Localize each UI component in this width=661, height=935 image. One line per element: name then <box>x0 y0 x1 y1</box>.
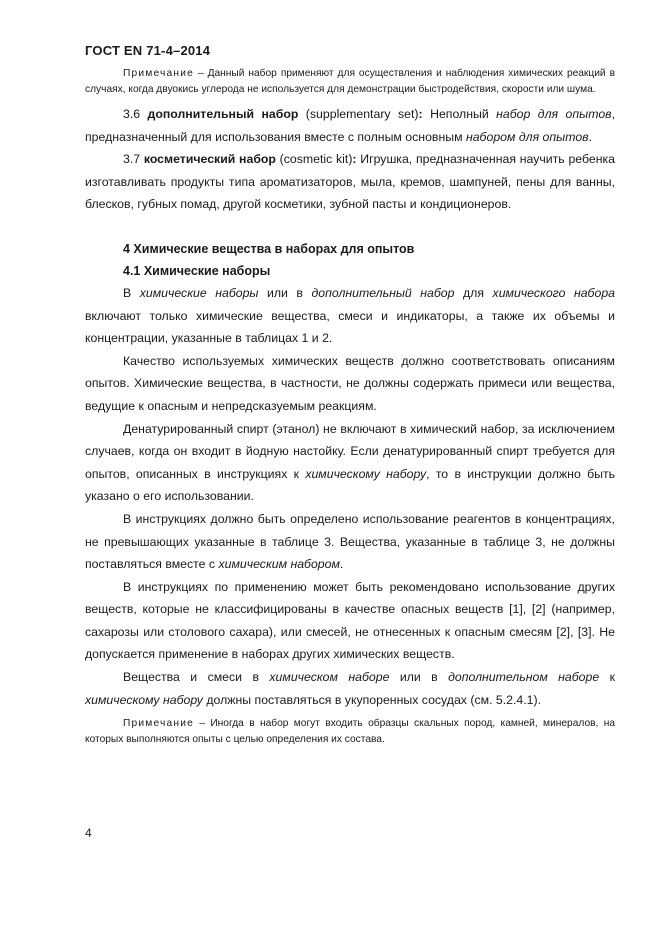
text-run: или в <box>389 670 449 685</box>
text-run: . <box>588 129 592 144</box>
italic-term: набором для опытов <box>465 129 589 144</box>
text-run: Денатурированный спирт (этанол) не включают в химический набор, за исключением случаев, когда он входит в йодную настойку. Если денатурированный спирт требуется для опытов, описанных в инструкциях к <box>85 421 615 481</box>
section-4-heading: 4 Химические вещества в наборах для опытов <box>123 241 415 256</box>
note-text: – Данный набор применяют для осуществления и наблюдения химических реакций в случаях, когда двуокись углерода не используется для демонстрации быстродействия, скорости или шума. <box>85 68 615 95</box>
note-label: Примечание <box>123 718 194 730</box>
note-label: Примечание <box>123 68 194 79</box>
text-run: к <box>599 670 616 685</box>
text-run: , предназначенный для использования вместе с полным основным <box>85 107 615 144</box>
text-run: . <box>339 557 344 572</box>
paragraph-1 <box>85 282 615 350</box>
note-1 <box>85 66 615 98</box>
italic-term: дополнительном наборе <box>448 670 600 685</box>
term-colon: : <box>352 152 357 167</box>
text-run: Вещества и смеси в <box>123 670 270 685</box>
term-english: (supplementary set) <box>298 107 419 121</box>
paragraph-5: В инструкциях по применению может быть рекомендовано использование других веществ, которые не классифицированы в качестве опасных веществ [1], [2] (например, сахарозы или столового сахара), или смесей, не отнесенных к опасным смесям [2], [3]. Не допускается применение в наборах других химических веществ. <box>85 579 615 662</box>
text-run: В <box>123 285 140 300</box>
paragraph-6 <box>85 666 615 711</box>
text-run: , то в инструкции должно быть указано о его использовании. <box>85 466 615 504</box>
italic-term: химические наборы <box>139 285 259 300</box>
text-run: должны поставляться в укупоренных сосудах (см. 5.2.4.1). <box>202 692 542 707</box>
text-run: включают только химические вещества, смеси и индикаторы, а также их объемы и концентрации, указанные в таблицах 1 и 2. <box>85 308 615 346</box>
section-4-1-heading: 4.1 Химические наборы <box>123 263 271 278</box>
italic-term: химическому набору <box>85 692 203 707</box>
definition-3-7 <box>85 148 615 216</box>
definition-3-6 <box>85 103 615 148</box>
paragraph-4 <box>85 508 615 576</box>
page-content <box>85 66 615 748</box>
italic-term: химического набора <box>492 285 615 300</box>
note-2 <box>85 716 615 748</box>
text-run: или в <box>258 285 312 300</box>
italic-term: химическим набором <box>218 557 340 572</box>
paragraph-2: Качество используемых химических веществ должно соответствовать описаниям опытов. Химические вещества, в частности, не должны содержать примеси или вещества, ведущие к опасным и непредсказуемым реакциям. <box>85 353 615 413</box>
italic-term: химическом наборе <box>269 670 390 685</box>
italic-term: дополнительный набор <box>311 285 455 300</box>
note-text: – Иногда в набор могут входить образцы скальных пород, камней, минералов, на которых выполняются опыты с целью определения их состава. <box>85 718 615 746</box>
clause-number: 3.6 <box>123 107 148 121</box>
text-run: Неполный <box>422 107 497 121</box>
text-run: для <box>454 285 493 300</box>
paragraph-3 <box>85 418 615 508</box>
term: косметический набор <box>143 152 276 167</box>
term: дополнительный набор <box>147 107 299 121</box>
italic-term: набор для опытов <box>496 107 612 121</box>
standard-header: ГОСТ EN 71-4–2014 <box>85 43 211 58</box>
clause-number: 3.7 <box>123 152 144 167</box>
term-colon: : <box>418 107 423 121</box>
text-run: Игрушка, предназначенная научить ребенка изготавливать продукты типа ароматизаторов, мыла, кремов, шампуней, пены для ванны, блесков, губных помад, другой косметики, зубной пасты и кондиционеров. <box>85 152 616 212</box>
term-english: (cosmetic kit) <box>275 152 353 167</box>
page-number: 4 <box>85 826 92 840</box>
text-run: В инструкциях должно быть определено использование реагентов в концентрациях, не превышающих указанные в таблице 3. Вещества, указанные в таблице 3, не должны поставляться вместе с <box>85 511 615 572</box>
italic-term: химическому набору <box>305 466 427 481</box>
